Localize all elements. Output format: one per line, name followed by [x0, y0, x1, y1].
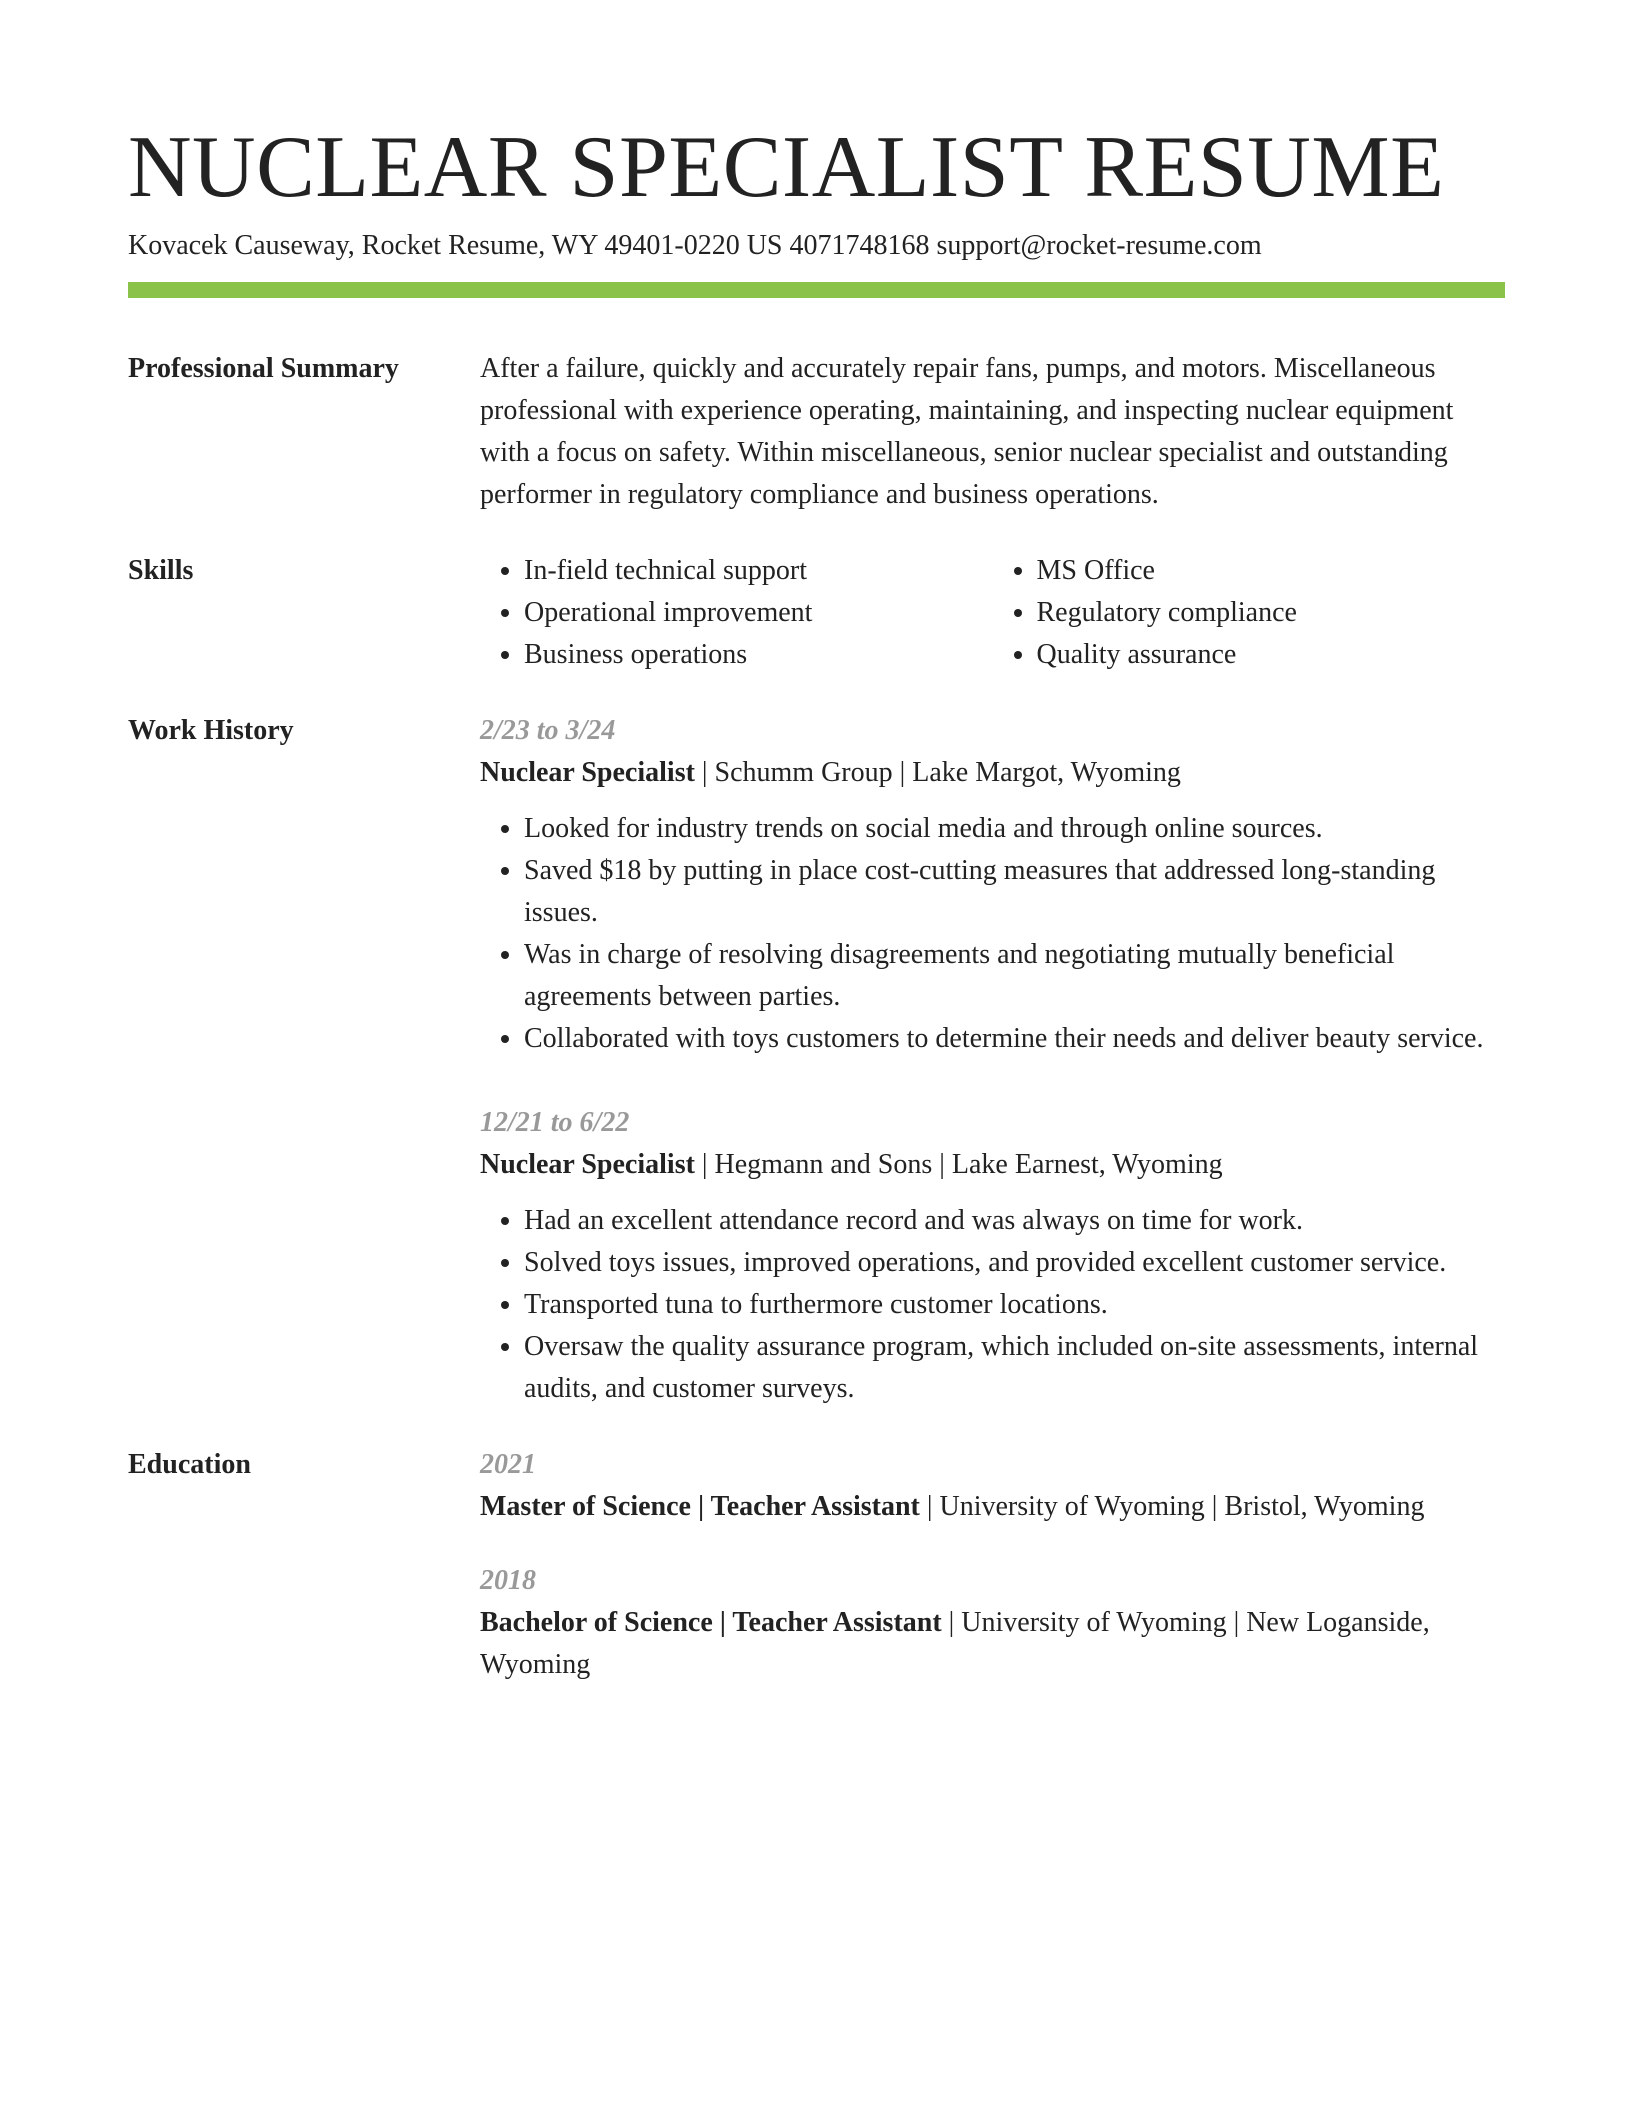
- job-entry: [480, 710, 1505, 1060]
- job-bullet: • Transported tuna to furthermore customer locations.: [524, 1284, 1505, 1326]
- job-details: | Schumm Group | Lake Margot, Wyoming: [694, 757, 1181, 788]
- job-entry: [480, 1102, 1505, 1410]
- job-title: Nuclear Specialist: [480, 1149, 695, 1180]
- section-label-work: Work History: [128, 715, 294, 746]
- skill-item: • MS Office: [1037, 550, 1506, 592]
- job-bullet: • Looked for industry trends on social media and through online sources.: [524, 808, 1505, 850]
- skill-item: • Quality assurance: [1037, 634, 1506, 676]
- job-bullet: • Had an excellent attendance record and was always on time for work.: [524, 1200, 1505, 1242]
- education-entry: [480, 1444, 1505, 1528]
- skills-list: [480, 550, 1505, 676]
- work-history-section: [128, 710, 1505, 1410]
- summary-section: [128, 348, 1505, 516]
- accent-divider: [128, 282, 1505, 298]
- job-bullet: • Saved $18 by putting in place cost-cutting measures that addressed long-standing issues.: [524, 850, 1505, 934]
- job-bullet: • Was in charge of resolving disagreements and negotiating mutually beneficial agreements between parties.: [524, 934, 1505, 1018]
- education-degree: Master of Science | Teacher Assistant: [480, 1491, 920, 1522]
- education-year: 2021: [480, 1449, 536, 1480]
- education-section: [128, 1444, 1505, 1686]
- work-history-list: [480, 710, 1505, 1410]
- job-bullet: • Collaborated with toys customers to determine their needs and deliver beauty service.: [524, 1018, 1505, 1060]
- contact-line: Kovacek Causeway, Rocket Resume, WY 49401-0220 US 4071748168 support@rocket-resume.com: [128, 230, 1262, 261]
- education-details: | University of Wyoming | Bristol, Wyoming: [919, 1491, 1425, 1522]
- job-title: Nuclear Specialist: [480, 757, 695, 788]
- skill-item: • Operational improvement: [524, 592, 993, 634]
- page-title: NUCLEAR SPECIALIST RESUME: [128, 119, 1445, 216]
- section-label-education: Education: [128, 1449, 251, 1480]
- job-dates: 2/23 to 3/24: [480, 715, 616, 746]
- section-label-summary: Professional Summary: [128, 353, 399, 384]
- education-degree: Bachelor of Science | Teacher Assistant: [480, 1607, 942, 1638]
- education-details: | University of Wyoming | New Loganside, Wyoming: [480, 1607, 1430, 1680]
- skill-item: • In-field technical support: [524, 550, 993, 592]
- section-label-skills: Skills: [128, 555, 194, 586]
- skills-column-right: [993, 550, 1506, 676]
- education-entry: [480, 1560, 1505, 1686]
- job-role-line: [480, 1144, 1505, 1186]
- job-bullets: [480, 808, 1505, 1060]
- job-bullet: • Solved toys issues, improved operations, and provided excellent customer service.: [524, 1242, 1505, 1284]
- skills-section: [128, 550, 1505, 676]
- education-line: [480, 1602, 1505, 1686]
- education-list: [480, 1444, 1505, 1686]
- skills-column-left: [480, 550, 993, 676]
- job-role-line: [480, 752, 1505, 794]
- education-line: [480, 1486, 1505, 1528]
- job-bullet: • Oversaw the quality assurance program, which included on-site assessments, internal audits, and customer surveys.: [524, 1326, 1505, 1410]
- job-dates: 12/21 to 6/22: [480, 1107, 630, 1138]
- job-details: | Hegmann and Sons | Lake Earnest, Wyoming: [694, 1149, 1223, 1180]
- skill-item: • Regulatory compliance: [1037, 592, 1506, 634]
- skill-item: • Business operations: [524, 634, 993, 676]
- summary-text: After a failure, quickly and accurately repair fans, pumps, and motors. Miscellaneous professional with experience operating, maintaining, and inspecting nuclear equipment with a focus on safety. Within miscellaneous, senior nuclear specialist and outstanding performer in regulatory compliance and business operations.: [480, 353, 1454, 510]
- job-bullets: [480, 1200, 1505, 1410]
- education-year: 2018: [480, 1565, 536, 1596]
